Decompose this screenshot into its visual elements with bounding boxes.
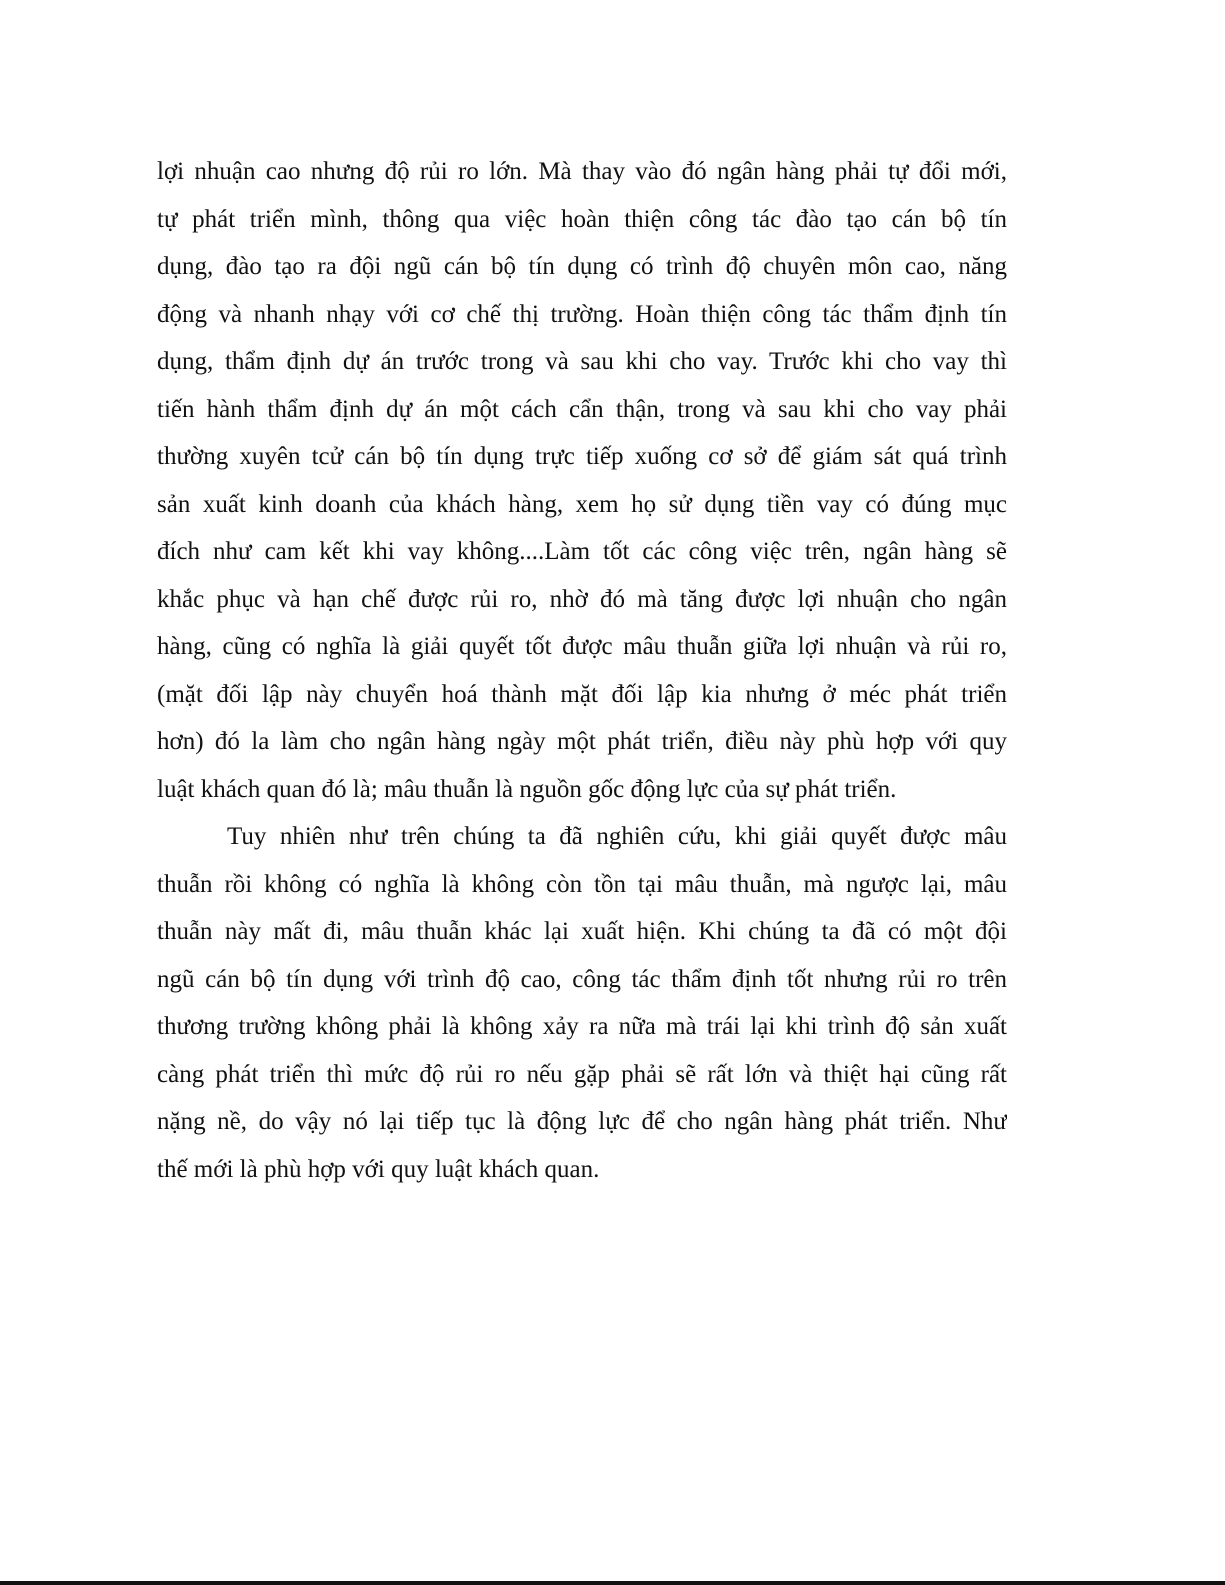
text-line: khắc phục và hạn chế được rủi ro, nhờ đó mà tăng được lợi nhuận cho ngân bbox=[157, 585, 1007, 613]
text-line: (mặt đối lập này chuyển hoá thành mặt đối lập kia nhưng ở méc phát triển bbox=[157, 680, 1007, 708]
text-line: hơn) đó la làm cho ngân hàng ngày một phát triển, điều này phù hợp với quy bbox=[157, 728, 1007, 755]
bottom-divider bbox=[0, 1581, 1225, 1585]
text-line: càng phát triển thì mức độ rủi ro nếu gặp phải sẽ rất lớn và thiệt hại cũng rất bbox=[157, 1060, 1007, 1088]
text-line: luật khách quan đó là; mâu thuẫn là nguồn gốc động lực của sự phát triển. bbox=[157, 775, 897, 803]
text-line: thế mới là phù hợp với quy luật khách quan. bbox=[157, 1155, 600, 1183]
text-line: thương trường không phải là không xảy ra nữa mà trái lại khi trình độ sản xuất bbox=[157, 1013, 1007, 1040]
text-line: thường xuyên tcử cán bộ tín dụng trực tiếp xuống cơ sở để giám sát quá trình bbox=[157, 443, 1007, 470]
text-line: nặng nề, do vậy nó lại tiếp tục là động lực để cho ngân hàng phát triển. Như bbox=[157, 1108, 1007, 1135]
text-line: sản xuất kinh doanh của khách hàng, xem họ sử dụng tiền vay có đúng mục bbox=[157, 490, 1007, 518]
text-line: dụng, thẩm định dự án trước trong và sau khi cho vay. Trước khi cho vay thì bbox=[157, 348, 1007, 375]
text-line: ngũ cán bộ tín dụng với trình độ cao, công tác thẩm định tốt nhưng rủi ro trên bbox=[157, 965, 1007, 993]
text-line: động và nhanh nhạy với cơ chế thị trường. Hoàn thiện công tác thẩm định tín bbox=[157, 300, 1007, 328]
text-line: tự phát triển mình, thông qua việc hoàn thiện công tác đào tạo cán bộ tín bbox=[157, 205, 1007, 233]
text-line: lợi nhuận cao nhưng độ rủi ro lớn. Mà thay vào đó ngân hàng phải tự đổi mới, bbox=[157, 158, 1007, 185]
body-text bbox=[157, 148, 1007, 1193]
text-line: đích như cam kết khi vay không....Làm tốt các công việc trên, ngân hàng sẽ bbox=[157, 538, 1007, 565]
text-line: dụng, đào tạo ra đội ngũ cán bộ tín dụng có trình độ chuyên môn cao, năng bbox=[157, 253, 1007, 280]
text-line: thuẫn rồi không có nghĩa là không còn tồn tại mâu thuẫn, mà ngược lại, mâu bbox=[157, 870, 1007, 898]
text-line: tiến hành thẩm định dự án một cách cẩn thận, trong và sau khi cho vay phải bbox=[157, 395, 1007, 423]
text-line: thuẫn này mất đi, mâu thuẫn khác lại xuất hiện. Khi chúng ta đã có một đội bbox=[157, 918, 1007, 945]
text-line: hàng, cũng có nghĩa là giải quyết tốt được mâu thuẫn giữa lợi nhuận và rủi ro, bbox=[157, 633, 1007, 660]
text-line: Tuy nhiên như trên chúng ta đã nghiên cứu, khi giải quyết được mâu bbox=[227, 823, 1007, 850]
